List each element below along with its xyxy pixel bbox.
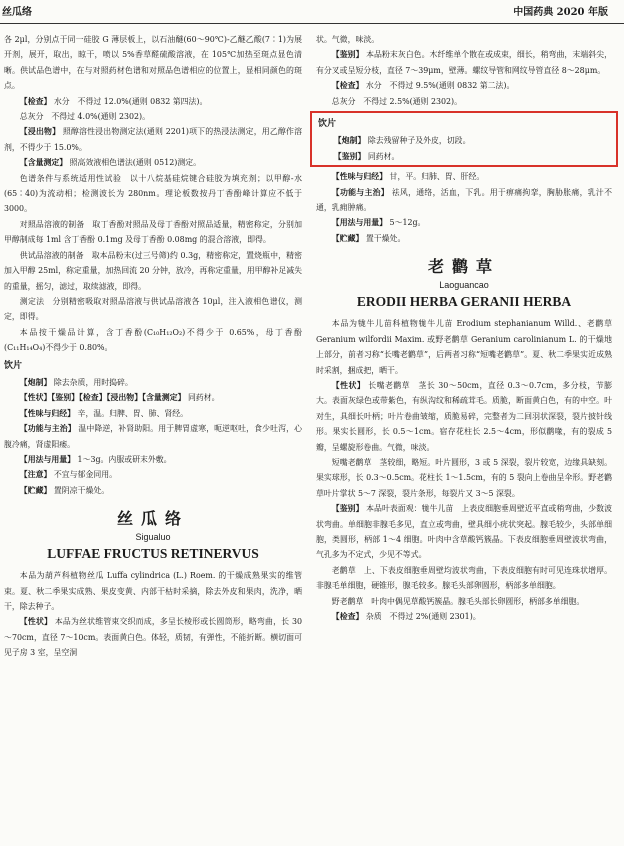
section-text: 长嘴老鹳草 茎长 30～50cm，直径 0.3～0.7cm，多分枝，节膨大。表面灰绿色或带紫色，有纵沟纹和稀疏茸毛。质脆，断面黄白色，有的中空。叶对生，具细长叶柄；叶片卷曲皱缩，质脆易碎，完整者为二回羽状深裂，裂片披针线形。果实长圆形，长 0.5～1cm。宿存花柱长 2.5～4cm，形似鹳喙，有的裂成 5 瓣，呈螺旋形卷曲。气微，味淡。 [316,380,612,452]
section-label: 【性状】 [331,380,366,390]
paragraph [316,501,612,563]
section-label: 【鉴别】 [331,504,364,514]
paragraph [316,47,612,78]
section-label: 【检查】 [19,96,52,106]
section-text: 同药材。 [365,151,400,161]
paragraph: 野老鹳草 叶肉中偶见草酸钙簇晶。腺毛头部长卵圆形，柄部多单细胞。 [331,596,585,606]
section-label: 【浸出物】 [19,127,61,137]
section-text: 除去残留种子及外皮，切段。 [365,136,471,146]
paragraph [318,133,610,148]
section-label: 【性味与归经】 [331,172,388,182]
section-label: 【性状】【鉴别】【检查】【浸出物】【含量测定】 [19,393,186,403]
monograph-title-cn: 老鹳草 [427,257,500,277]
section-label: 【检查】 [331,81,364,91]
section-text: 5～12g。 [387,218,426,228]
monograph-title-latin: ERODII HERBA GERANII HERBA [356,294,572,310]
paragraph [316,215,612,230]
paragraph [4,421,302,452]
paragraph [4,94,302,109]
paragraph: 状。气微，味淡。 [316,35,380,44]
paragraph: 本品为葫芦科植物丝瓜 Luffa cylindrica (L.) Roem. 的干燥成熟果实的维管束。夏、秋二季果实成熟、果皮变黄、内部干枯时采摘，除去外皮和果肉，洗净，晒干，除去种子。 [4,571,302,611]
section-text: 置干燥处。 [363,233,406,243]
left-column [4,32,302,661]
right-column [316,32,612,624]
paragraph: 总灰分 不得过 4.0%(通则 2302)。 [19,112,151,122]
section-label: 【含量测定】 [19,158,68,168]
paragraph [316,378,612,455]
paragraph [4,375,302,390]
section-text: 1～3g。内服或研末外敷。 [75,454,172,464]
section-label: 【用法与用量】 [19,454,76,464]
section-label: 【贮藏】 [331,233,364,243]
paragraph: 供试品溶液的制备 取本品粉末(过三号筛)约 0.3g，精密称定，置烧瓶中，精密加入甲醇 25ml，称定重量，加热回流 20 分钟，放冷，再称定重量，用甲醇补足减失的重量，摇匀，滤过，取续滤液，即得。 [4,250,303,291]
paragraph: 各 2μl，分别点于同一硅胶 G 薄层板上，以石油醚(60～90℃)-乙醚乙酸(7∶1)为展开剂，展开，取出，晾干，喷以 5%香草醛硫酸溶液，在 105℃加热至斑点显色清晰。供试品色谱中，在与对照药材色谱和对照品色谱相应的位置上，显相同颜色的斑点。 [4,35,302,91]
paragraph [4,614,302,660]
section-label: 【炮制】 [333,136,366,146]
section-label: 【鉴别】 [331,50,364,60]
paragraph [318,149,610,164]
paragraph [4,155,302,170]
section-text: 不宜与郁金同用。 [51,470,118,480]
monograph-title-cn: 丝瓜络 [116,509,189,529]
monograph-title-pinyin: Laoguancao [439,280,489,291]
section-label: 【贮藏】 [19,485,52,495]
paragraph: 测定法 分别精密吸取对照品溶液与供试品溶液各 10μl，注入液相色谱仪，测定，即得。 [4,296,302,322]
section-text: 温中降逆，补肾助阳。用于脾胃虚寒，呃逆呕吐，食少吐泻，心腹冷痛，肾虚阳痿。 [4,424,302,449]
section-text: 甘，平。归肺、胃、肝经。 [387,172,485,182]
paragraph [4,406,302,421]
section-label: 【性味与归经】 [19,408,76,418]
section-label: 【鉴别】 [333,151,366,161]
section-text: 祛风，通络，活血，下乳。用于痹痛拘挛，胸胁胀痛，乳汁不通，乳痈肿痛。 [316,187,612,213]
paragraph: 色谱条件与系统适用性试验 以十八烷基硅烷键合硅胶为填充剂；以甲醇-水(65∶40)为流动相；检测波长为 280nm。理论板数按丹丁香酚峰计算应不低于 3000。 [4,173,302,214]
section-text: 置阴凉干燥处。 [51,485,110,495]
paragraph [316,185,612,216]
paragraph [316,231,612,246]
paragraph: 对照品溶液的制备 取丁香酚对照品及母丁香酚对照品适量，精密称定，分别加甲醇制成每 1ml 含丁香酚 0.1mg 及母丁香酚 0.08mg 的混合溶液，即得。 [4,219,302,245]
paragraph [4,390,302,405]
paragraph [4,467,302,482]
section-text: 水分 不得过 12.0%(通则 0832 第四法)。 [51,96,208,106]
paragraph [4,483,302,498]
paragraph: 本品为牻牛儿苗科植物牻牛儿苗 Erodium stephanianum Willd.、老鹳草 Geranium wilfordii Maxim. 或野老鹳草 Geranium carolinianum L. 的干燥地上部分，前者习称“长嘴老鹳草”，后两者习称“短嘴老鹳草”。夏、秋二季果实近成熟时采割，捆成把，晒干。 [316,319,612,375]
section-label: 【炮制】 [19,377,52,387]
section-label: 【性状】 [19,617,53,627]
paragraph [316,169,612,184]
section-text: 本品为丝状维管束交织而成，多呈长棱形或长圆筒形，略弯曲，长 30～70cm，直径 7～10cm。表面黄白色。体轻，质韧，有弹性，不能折断。横切面可见子房 3 室，呈空洞 [4,617,302,658]
section-label: 【用法与用量】 [331,218,388,228]
page-header [0,0,624,24]
section-label: 【功能与主治】 [19,424,76,434]
section-text: 杂质 不得过 2%(通则 2301)。 [363,612,481,621]
subsection-heading: 饮片 [318,119,337,130]
section-text: 辛，温。归脾、胃、肺、肾经。 [75,408,189,418]
section-text: 本品粉末灰白色。木纤维单个散在或成束，细长，稍弯曲，末端斜尖，有分叉或呈短分枝，直径 7～39μm，壁薄。螺纹导管和网纹导管直径 8～28μm。 [316,50,612,75]
section-text: 本品叶表面观：牻牛儿苗 上表皮细胞垂周壁近平直或稍弯曲，少数波状弯曲。单细胞非腺毛多见，直立或弯曲，壁具细小疣状突起。腺毛较少，头部单细胞，类圆形，柄部 1～4 细胞。叶肉中含草酸钙簇晶。下表皮细胞垂周壁波状弯曲，气孔多为不定式，少见不等式。 [316,504,612,560]
section-label: 【功能与主治】 [331,187,389,197]
paragraph [4,452,302,467]
paragraph [316,609,612,624]
section-text: 除去杂质，用时捣碎。 [51,377,133,387]
section-text: 水分 不得过 9.5%(通则 0832 第二法)。 [363,81,515,91]
section-text: 照高效液相色谱法(通则 0512)测定。 [67,158,201,168]
section-label: 【检查】 [331,612,364,621]
paragraph: 老鹳草 上、下表皮细胞垂周壁均波状弯曲，下表皮细胞有时可见连珠状增厚。非腺毛单细胞，硬锥形，腺毛较多。腺毛头部卵圆形，柄部多单细胞。 [316,565,612,591]
paragraph: 总灰分 不得过 2.5%(通则 2302)。 [331,96,463,106]
highlight-box [310,111,618,167]
paragraph: 本品按干燥品计算，含丁香酚(C₁₀H₁₂O₂)不得少于 0.65%，母丁香酚(C₁₁H₁₄O₄)不得少于 0.80%。 [4,327,302,353]
monograph-title-pinyin: Sigualuo [135,532,171,543]
book-edition: 中国药典 2020 年版 [513,7,608,18]
paragraph: 短嘴老鹳草 茎较细，略短。叶片圆形，3 或 5 深裂，裂片较宽，边缘具缺刻。果实球形，长 0.3～0.5cm。花柱长 1～1.5cm，有的 5 裂向上卷曲呈伞形。野老鹳草叶片掌状 5～7 深裂，裂片条形，每裂片又 3～5 深裂。 [316,457,612,498]
subsection-heading: 饮片 [4,360,23,371]
section-text: 同药材。 [185,393,220,403]
section-label: 【注意】 [19,470,52,480]
monograph-title-latin: LUFFAE FRUCTUS RETINERVUS [47,546,259,562]
paragraph [316,78,612,93]
paragraph [4,124,302,155]
section-text: 照醇溶性浸出物测定法(通则 2201)项下的热浸法测定，用乙醇作溶剂，不得少于 15.0%。 [4,127,302,152]
running-title: 丝瓜络 [2,7,32,18]
